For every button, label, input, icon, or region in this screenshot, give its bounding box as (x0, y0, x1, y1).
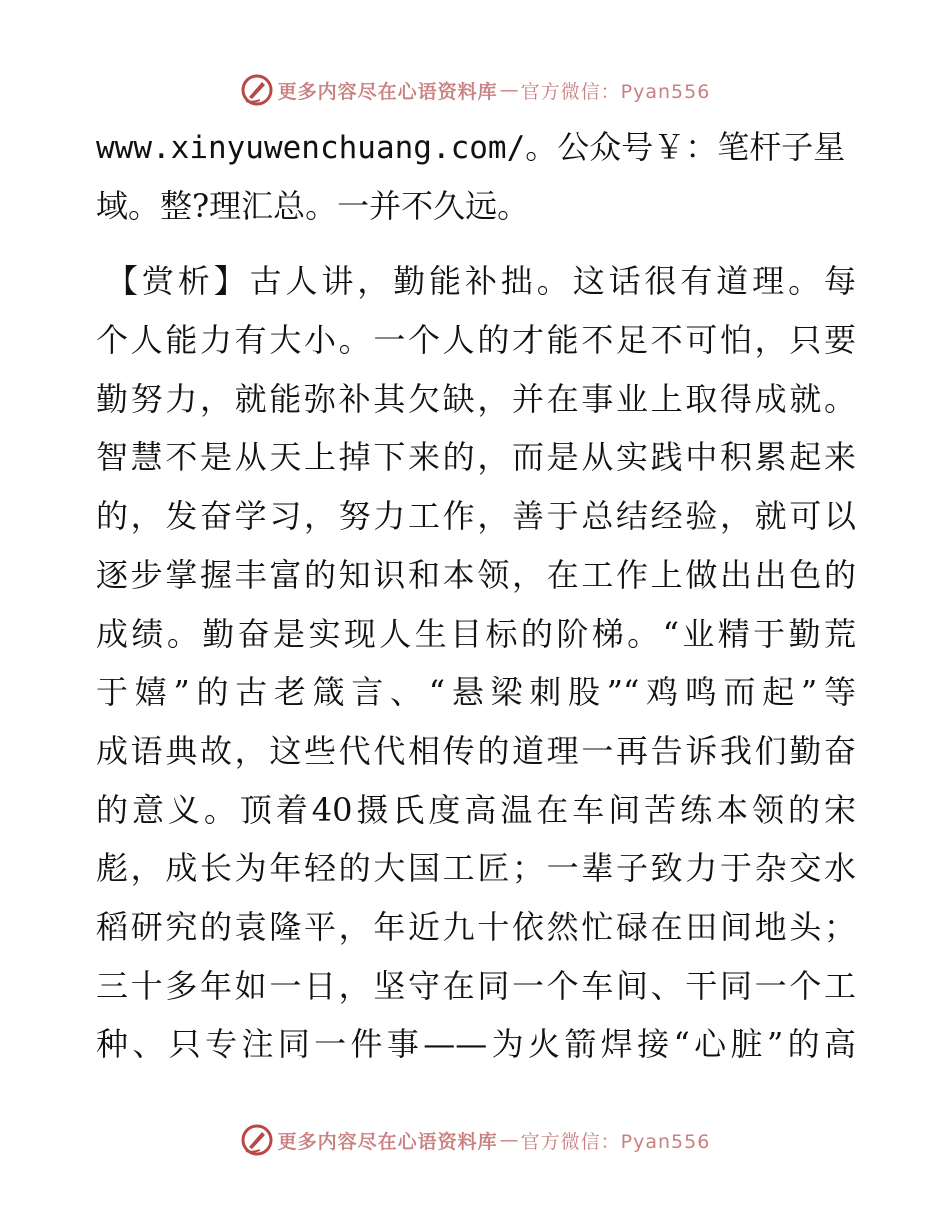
brand-logo-icon (240, 1123, 274, 1157)
banner-wechat: 官方微信：Pyan556 (520, 80, 711, 103)
text-line-10: 于嬉”的古老箴言、“悬梁刺股”“鸡鸣而起”等 (96, 673, 856, 712)
text-line-1-rest: 。公众号￥：笔杆子星 (525, 128, 846, 166)
banner-wechat: 官方微信：Pyan556 (520, 1130, 711, 1153)
text-line-8: 逐步掌握丰富的知识和本领，在工作上做出出色的 (96, 555, 856, 594)
text-line-3: 【赏析】古人讲，勤能补拙。这话很有道理。每 (106, 262, 856, 301)
banner-dash: — (499, 79, 519, 101)
brand-logo-icon (240, 73, 274, 107)
text-line-4: 个人能力有大小。一个人的才能不足不可怕，只要 (96, 321, 856, 360)
document-body (96, 118, 856, 1074)
header-watermark-banner (0, 70, 950, 110)
text-line-5: 勤努力，就能弥补其欠缺，并在事业上取得成就。 (96, 379, 856, 418)
text-line-14: 稻研究的袁隆平，年近九十依然忙碌在田间地头； (96, 907, 856, 946)
website-url: www.xinyuwenchuang.com/ (96, 130, 526, 166)
text-line-16: 种、只专注同一件事——为火箭焊接“心脏”的高 (96, 1025, 856, 1064)
text-line-11: 成语典故，这些代代相传的道理一再告诉我们勤奋 (96, 731, 856, 770)
text-line-13: 彪，成长为年轻的大国工匠；一辈子致力于杂交水 (96, 849, 856, 888)
text-line-1 (96, 118, 856, 177)
text-line-12: 的意义。顶着40摄氏度高温在车间苦练本领的宋 (96, 790, 856, 829)
banner-slogan: 更多内容尽在心语资料库 (277, 80, 498, 103)
text-line-15: 三十多年如一日，坚守在同一个车间、干同一个工 (96, 966, 856, 1005)
text-line-2: 域。整?理汇总。一并不久远。 (96, 186, 530, 225)
banner-dash: — (499, 1129, 519, 1151)
footer-watermark-banner (0, 1120, 950, 1160)
text-line-9: 成绩。勤奋是实现人生目标的阶梯。“业精于勤荒 (96, 614, 856, 653)
banner-slogan: 更多内容尽在心语资料库 (277, 1130, 498, 1153)
text-line-6: 智慧不是从天上掉下来的，而是从实践中积累起来 (96, 438, 856, 477)
text-line-7: 的，发奋学习，努力工作，善于总结经验，就可以 (96, 497, 856, 536)
